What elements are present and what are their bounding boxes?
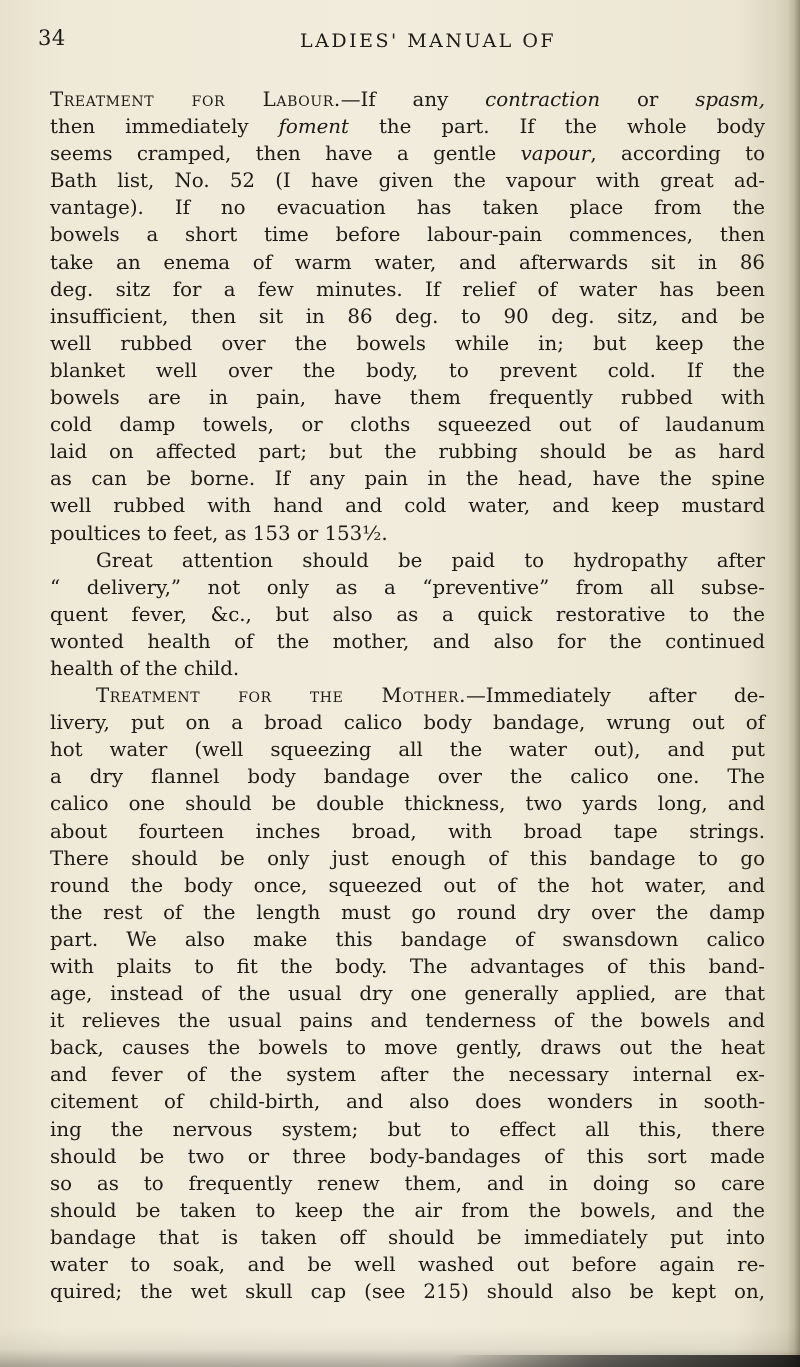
text-line <box>50 872 765 899</box>
text-run: Bath list, No. 52 (I have given the vapour with great ad- <box>50 169 765 193</box>
paragraph-hydropathy <box>50 547 765 682</box>
text-line <box>50 330 765 357</box>
text-line <box>50 438 765 465</box>
text-run: should be taken to keep the air from the bowels, and the <box>50 1198 765 1222</box>
text-run: calico one should be double thickness, two yards long, and <box>50 792 765 816</box>
text-line <box>50 140 765 167</box>
text-line <box>50 1088 765 1115</box>
text-line <box>50 1034 765 1061</box>
text-line <box>50 1197 765 1224</box>
text-run: , according to <box>590 142 765 166</box>
section-heading: Treatment for the Mother. <box>96 684 467 708</box>
text-run: wonted health of the mother, and also for the continued <box>50 629 765 653</box>
text-line <box>50 655 765 682</box>
section-heading: Treatment for Labour. <box>50 88 341 111</box>
text-run: poultices to feet, as 153 or 153½. <box>50 521 388 545</box>
text-run: “ delivery,” not only as a “preventive” from all subse- <box>50 575 765 599</box>
text-line <box>50 492 765 519</box>
emphasis: vapour <box>520 142 591 166</box>
text-run: it relieves the usual pains and tenderness of the bowels and <box>50 1009 765 1033</box>
text-run: or <box>600 88 696 111</box>
text-line <box>50 845 765 872</box>
text-run: a dry flannel body bandage over the calico one. The <box>50 765 765 789</box>
text-run: bandage that is taken off should be immediately put into <box>50 1225 765 1249</box>
text-run: hot water (well squeezing all the water out), and put <box>50 738 765 762</box>
text-run: age, instead of the usual dry one generally applied, are that <box>50 982 765 1006</box>
text-line <box>50 926 765 953</box>
text-run: seems cramped, then have a gentle <box>50 142 521 166</box>
running-head: LADIES' MANUAL OF <box>300 30 557 52</box>
text-line <box>50 411 765 438</box>
text-run: quent fever, &c., but also as a quick restorative to the <box>50 602 765 626</box>
text-line <box>50 1061 765 1088</box>
text-line <box>50 980 765 1007</box>
text-run: the rest of the length must go round dry over the damp <box>50 900 765 924</box>
text-line <box>50 1116 765 1143</box>
text-run: Great attention should be paid to hydropathy after <box>96 548 765 572</box>
binding-shadow <box>450 1355 800 1367</box>
text-run: part. We also make this bandage of swansdown calico <box>50 927 765 951</box>
text-line <box>50 1007 765 1034</box>
text-run: well rubbed with hand and cold water, and keep mustard <box>50 494 765 518</box>
text-line <box>50 357 765 384</box>
text-line <box>50 167 765 194</box>
text-run: laid on affected part; but the rubbing should be as hard <box>50 440 765 464</box>
paragraph-labour <box>50 86 765 547</box>
text-run: about fourteen inches broad, with broad tape strings. <box>50 819 765 843</box>
text-run: round the body once, squeezed out of the hot water, and <box>50 873 765 897</box>
text-line <box>50 194 765 221</box>
text-line <box>50 1251 765 1278</box>
text-run: well rubbed over the bowels while in; but keep the <box>50 331 765 355</box>
text-run: There should be only just enough of this bandage to go <box>50 846 765 870</box>
text-line <box>50 682 765 709</box>
text-line <box>50 574 765 601</box>
emphasis: foment <box>278 115 349 139</box>
text-line <box>50 1170 765 1197</box>
text-line <box>50 276 765 303</box>
text-line <box>50 628 765 655</box>
text-run: bowels a short time before labour-pain commences, then <box>50 223 765 247</box>
emphasis: contraction <box>485 88 601 111</box>
text-run: —Immediately after de- <box>466 684 765 708</box>
body-text <box>50 86 765 1305</box>
text-line <box>50 1278 765 1305</box>
text-line <box>50 249 765 276</box>
text-run: citement of child-birth, and also does wonders in sooth- <box>50 1090 765 1114</box>
text-line <box>50 1224 765 1251</box>
text-run: quired; the wet skull cap (see 215) should also be kept on, <box>50 1280 765 1304</box>
text-run: water to soak, and be well washed out before again re- <box>50 1253 765 1277</box>
text-line <box>50 465 765 492</box>
text-run: health of the child. <box>50 656 240 680</box>
text-line <box>50 601 765 628</box>
text-line <box>50 547 765 574</box>
text-line <box>50 221 765 248</box>
text-run: should be two or three body-bandages of this sort made <box>50 1144 765 1168</box>
text-run: with plaits to fit the body. The advantages of this band- <box>50 955 765 978</box>
text-line <box>50 384 765 411</box>
text-line <box>50 736 765 763</box>
page-number: 34 <box>38 26 66 50</box>
text-run: insufficient, then sit in 86 deg. to 90 deg. sitz, and be <box>50 304 765 328</box>
text-line <box>50 763 765 790</box>
text-run: livery, put on a broad calico body bandage, wrung out of <box>50 711 765 735</box>
text-run: take an enema of warm water, and afterwards sit in 86 <box>50 250 765 274</box>
paragraph-mother <box>50 682 765 1305</box>
text-line <box>50 113 765 140</box>
text-run: the part. If the whole body <box>349 115 766 139</box>
text-line <box>50 790 765 817</box>
text-run: cold damp towels, or cloths squeezed out of laudanum <box>50 413 765 437</box>
text-line <box>50 953 765 980</box>
text-line <box>50 818 765 845</box>
text-run: so as to frequently renew them, and in doing so care <box>50 1171 765 1195</box>
text-run: then immediately <box>50 115 279 139</box>
text-line <box>50 1143 765 1170</box>
text-run: bowels are in pain, have them frequently rubbed with <box>50 386 765 410</box>
text-line <box>50 303 765 330</box>
emphasis: spasm, <box>695 88 765 111</box>
text-line <box>50 899 765 926</box>
text-run: —If any <box>340 88 486 111</box>
text-line <box>50 709 765 736</box>
text-run: as can be borne. If any pain in the head, have the spine <box>50 467 765 491</box>
text-run: back, causes the bowels to move gently, draws out the heat <box>50 1036 765 1060</box>
text-run: ing the nervous system; but to effect all this, there <box>50 1117 765 1141</box>
text-line <box>50 520 765 547</box>
text-line <box>50 86 765 113</box>
text-run: and fever of the system after the necessary internal ex- <box>50 1063 765 1087</box>
page-edge-shadow <box>786 0 800 1367</box>
text-run: blanket well over the body, to prevent cold. If the <box>50 358 765 382</box>
text-run: deg. sitz for a few minutes. If relief of water has been <box>50 277 765 301</box>
text-run: vantage). If no evacuation has taken place from the <box>50 196 765 220</box>
